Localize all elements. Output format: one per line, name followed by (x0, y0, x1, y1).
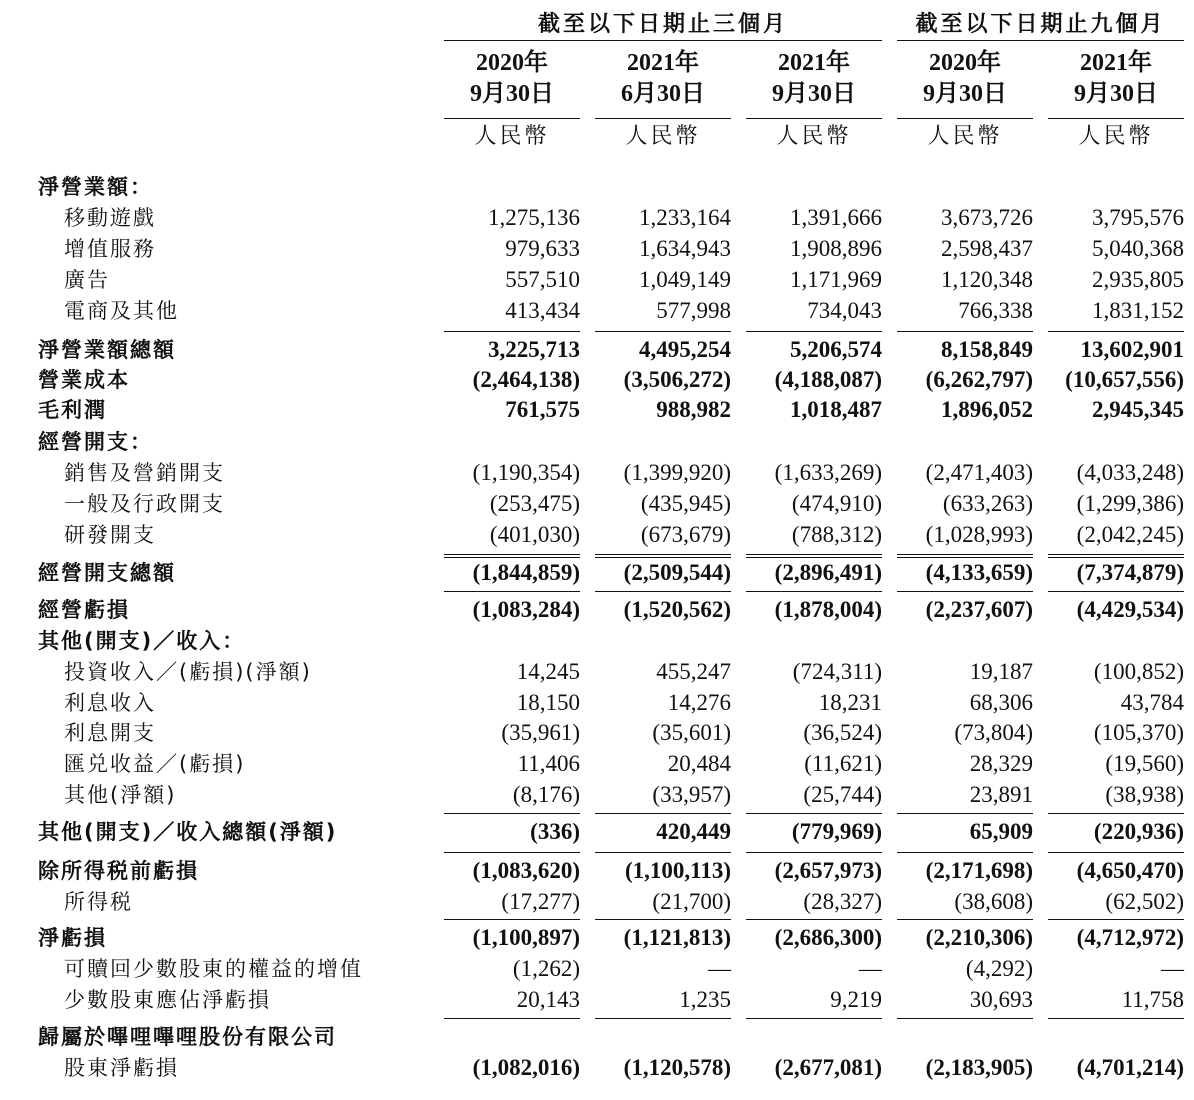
cell-value: — (859, 956, 882, 981)
row-label: 毛利潤 (38, 398, 107, 422)
table-row (0, 1053, 1194, 1083)
column-header (1048, 48, 1184, 152)
underline-rule (444, 852, 580, 853)
cell-value: 11,758 (1121, 987, 1184, 1012)
underline-rule (595, 1018, 731, 1019)
underline-rule (746, 331, 882, 332)
cell-value: (1,844,859) (472, 560, 580, 585)
cell-value: (788,312) (791, 522, 882, 547)
row-label: 利息開支 (64, 721, 156, 745)
cell-value: 988,982 (656, 397, 731, 422)
row-label: 廣告 (64, 268, 110, 292)
underline-rule (595, 554, 731, 555)
table-row (0, 558, 1194, 588)
row-label: 電商及其他 (64, 299, 179, 323)
cell-value: (2,677,081) (774, 1055, 882, 1080)
row-label: 研發開支 (64, 523, 156, 547)
row-label: 經營虧損 (38, 598, 130, 622)
cell-value: (1,190,354) (472, 460, 580, 485)
cell-value: 1,896,052 (941, 397, 1033, 422)
cell-value: (1,262) (512, 956, 580, 981)
cell-value: (2,183,905) (925, 1055, 1033, 1080)
cell-value: (10,657,556) (1065, 367, 1184, 392)
table-row (0, 887, 1194, 917)
cell-value: 11,406 (517, 751, 580, 776)
underline-rule (444, 554, 580, 555)
table-row (0, 172, 1194, 202)
cell-value: — (708, 956, 731, 981)
cell-value: (2,896,491) (774, 560, 882, 585)
row-label: 增值服務 (64, 237, 156, 261)
cell-value: (633,263) (942, 491, 1033, 516)
row-label: 移動遊戲 (64, 206, 156, 230)
underline-rule (746, 1018, 882, 1019)
column-currency: 人民幣 (746, 118, 882, 152)
cell-value: (1,100,113) (624, 858, 731, 883)
cell-value: (2,042,245) (1076, 522, 1184, 547)
cell-value: 557,510 (505, 267, 580, 292)
cell-value: 14,245 (516, 659, 580, 684)
cell-value: (73,804) (954, 720, 1033, 745)
cell-value: (4,188,087) (774, 367, 882, 392)
underline-rule (1048, 557, 1184, 558)
underline-rule (897, 852, 1033, 853)
cell-value: (21,700) (652, 889, 731, 914)
cell-value: (6,262,797) (925, 367, 1033, 392)
table-row (0, 718, 1194, 748)
cell-value: (1,121,813) (623, 925, 731, 950)
column-date: 9月30日 (1074, 81, 1158, 107)
cell-value: 734,043 (807, 298, 882, 323)
cell-value: 1,049,149 (639, 267, 731, 292)
cell-value: 4,495,254 (639, 337, 731, 362)
cell-value: (1,633,269) (774, 460, 882, 485)
table-row (0, 749, 1194, 779)
cell-value: (4,429,534) (1076, 597, 1184, 622)
cell-value: 1,391,666 (790, 205, 882, 230)
underline-rule (746, 852, 882, 853)
underline-rule (444, 813, 580, 814)
cell-value: 761,575 (505, 397, 580, 422)
cell-value: (1,083,284) (472, 597, 580, 622)
table-row (0, 520, 1194, 550)
cell-value: 28,329 (969, 751, 1033, 776)
underline-rule (444, 1018, 580, 1019)
cell-value: 3,673,726 (941, 205, 1033, 230)
underline-rule (444, 331, 580, 332)
cell-value: 1,171,969 (790, 267, 882, 292)
cell-value: 23,891 (969, 782, 1033, 807)
table-row (0, 296, 1194, 326)
cell-value: (4,701,214) (1076, 1055, 1184, 1080)
cell-value: (36,524) (803, 720, 882, 745)
cell-value: (35,961) (501, 720, 580, 745)
cell-value: (1,399,920) (623, 460, 731, 485)
table-row (0, 1022, 1194, 1052)
row-label: 投資收入／(虧損)(淨額) (64, 660, 312, 684)
table-row (0, 817, 1194, 847)
table-row (0, 234, 1194, 264)
cell-value: (4,133,659) (925, 560, 1033, 585)
cell-value: 1,275,136 (488, 205, 580, 230)
cell-value: 18,231 (818, 690, 882, 715)
cell-value: (779,969) (791, 819, 882, 844)
column-header (746, 48, 882, 152)
column-year: 2021年 (778, 50, 850, 76)
cell-value: (4,650,470) (1076, 858, 1184, 883)
cell-value: (1,520,562) (623, 597, 731, 622)
underline-rule (595, 813, 731, 814)
cell-value: 2,935,805 (1092, 267, 1184, 292)
underline-rule (595, 557, 731, 558)
row-label: 淨虧損 (38, 926, 107, 950)
underline-rule (897, 554, 1033, 555)
cell-value: (2,171,698) (925, 858, 1033, 883)
underline-rule (746, 919, 882, 920)
column-year: 2021年 (627, 50, 699, 76)
table-row (0, 626, 1194, 656)
cell-value: 455,247 (656, 659, 731, 684)
row-label: 歸屬於嗶哩嗶哩股份有限公司 (38, 1025, 337, 1049)
underline-rule (746, 554, 882, 555)
underline-rule (595, 919, 731, 920)
cell-value: 1,908,896 (790, 236, 882, 261)
cell-value: (2,509,544) (623, 560, 731, 585)
underline-rule (897, 331, 1033, 332)
column-date: 6月30日 (621, 81, 705, 107)
cell-value: (62,502) (1105, 889, 1184, 914)
cell-value: (11,621) (804, 751, 882, 776)
underline-rule (897, 557, 1033, 558)
column-currency: 人民幣 (595, 118, 731, 152)
underline-rule (897, 1018, 1033, 1019)
row-label: 除所得税前虧損 (38, 859, 199, 883)
cell-value: 413,434 (505, 298, 580, 323)
row-label: 銷售及營銷開支 (64, 461, 225, 485)
table-row (0, 203, 1194, 233)
cell-value: (2,657,973) (774, 858, 882, 883)
table-row (0, 954, 1194, 984)
table-row (0, 780, 1194, 810)
cell-value: (19,560) (1105, 751, 1184, 776)
underline-rule (1048, 1018, 1184, 1019)
cell-value: 68,306 (969, 690, 1033, 715)
table-row (0, 265, 1194, 295)
cell-value: (1,299,386) (1076, 491, 1184, 516)
underline-rule (897, 591, 1033, 592)
cell-value: (1,878,004) (774, 597, 882, 622)
underline-rule (595, 852, 731, 853)
table-row (0, 427, 1194, 457)
cell-value: (1,120,578) (623, 1055, 731, 1080)
cell-value: (1,028,993) (925, 522, 1033, 547)
table-row (0, 657, 1194, 687)
cell-value: (2,464,138) (472, 367, 580, 392)
underline-rule (444, 919, 580, 920)
column-header (444, 48, 580, 152)
cell-value: (435,945) (640, 491, 731, 516)
cell-value: 2,945,345 (1092, 397, 1184, 422)
cell-value: (105,370) (1093, 720, 1184, 745)
cell-value: 577,998 (656, 298, 731, 323)
cell-value: (1,083,620) (472, 858, 580, 883)
column-currency: 人民幣 (897, 118, 1033, 152)
cell-value: (8,176) (512, 782, 580, 807)
cell-value: (2,237,607) (925, 597, 1033, 622)
cell-value: 14,276 (667, 690, 731, 715)
underline-rule (444, 557, 580, 558)
underline-rule (1048, 554, 1184, 555)
cell-value: (17,277) (501, 889, 580, 914)
cell-value: (4,033,248) (1076, 460, 1184, 485)
underline-rule (595, 591, 731, 592)
cell-value: (724,311) (792, 659, 882, 684)
cell-value: 1,235 (679, 987, 731, 1012)
row-label: 可贖回少數股東的權益的增值 (64, 957, 363, 981)
cell-value: (100,852) (1093, 659, 1184, 684)
cell-value: (7,374,879) (1076, 560, 1184, 585)
table-row (0, 395, 1194, 425)
cell-value: 1,831,152 (1092, 298, 1184, 323)
cell-value: (2,686,300) (774, 925, 882, 950)
column-date: 9月30日 (772, 81, 856, 107)
cell-value: 3,795,576 (1092, 205, 1184, 230)
cell-value: — (1161, 956, 1184, 981)
cell-value: (673,679) (640, 522, 731, 547)
cell-value: 1,233,164 (639, 205, 731, 230)
underline-rule (1048, 919, 1184, 920)
cell-value: (474,910) (791, 491, 882, 516)
cell-value: 65,909 (969, 819, 1033, 844)
cell-value: (38,608) (954, 889, 1033, 914)
underline-rule (595, 331, 731, 332)
cell-value: (253,475) (489, 491, 580, 516)
cell-value: 2,598,437 (941, 236, 1033, 261)
cell-value: (35,601) (652, 720, 731, 745)
cell-value: 5,206,574 (790, 337, 882, 362)
row-label: 其他(淨額) (64, 783, 177, 807)
row-label: 其他(開支)／收入總額(淨額) (38, 820, 338, 844)
group-header-nine-months: 截至以下日期止九個月 (897, 10, 1184, 41)
cell-value: (220,936) (1093, 819, 1184, 844)
cell-value: 43,784 (1120, 690, 1184, 715)
cell-value: 19,187 (969, 659, 1033, 684)
cell-value: (28,327) (803, 889, 882, 914)
cell-value: (4,292) (965, 956, 1033, 981)
table-row (0, 458, 1194, 488)
cell-value: 13,602,901 (1080, 337, 1184, 362)
underline-rule (897, 813, 1033, 814)
row-label: 經營開支： (38, 430, 153, 454)
underline-rule (1048, 813, 1184, 814)
cell-value: 20,484 (667, 751, 731, 776)
cell-value: (1,082,016) (472, 1055, 580, 1080)
cell-value: 5,040,368 (1092, 236, 1184, 261)
cell-value: 18,150 (516, 690, 580, 715)
table-row (0, 856, 1194, 886)
table-row (0, 923, 1194, 953)
cell-value: 420,449 (656, 819, 731, 844)
table-row (0, 688, 1194, 718)
row-label: 經營開支總額 (38, 561, 176, 585)
cell-value: (2,210,306) (925, 925, 1033, 950)
cell-value: (3,506,272) (623, 367, 731, 392)
cell-value: 20,143 (516, 987, 580, 1012)
column-header (897, 48, 1033, 152)
underline-rule (746, 591, 882, 592)
cell-value: 9,219 (830, 987, 882, 1012)
cell-value: (401,030) (489, 522, 580, 547)
cell-value: (25,744) (803, 782, 882, 807)
row-label: 其他(開支)／收入： (38, 629, 246, 653)
cell-value: 979,633 (505, 236, 580, 261)
row-label: 利息收入 (64, 691, 156, 715)
underline-rule (746, 813, 882, 814)
row-label: 淨營業額總額 (38, 338, 176, 362)
column-year: 2020年 (929, 50, 1001, 76)
cell-value: (33,957) (652, 782, 731, 807)
table-row (0, 595, 1194, 625)
row-label: 營業成本 (38, 368, 130, 392)
group-header-three-months: 截至以下日期止三個月 (444, 10, 882, 41)
table-row (0, 985, 1194, 1015)
column-currency: 人民幣 (444, 118, 580, 152)
table-row (0, 335, 1194, 365)
column-year: 2021年 (1080, 50, 1152, 76)
column-header (595, 48, 731, 152)
underline-rule (1048, 331, 1184, 332)
column-date: 9月30日 (470, 81, 554, 107)
cell-value: (336) (530, 819, 580, 844)
cell-value: (2,471,403) (925, 460, 1033, 485)
underline-rule (1048, 852, 1184, 853)
column-currency: 人民幣 (1048, 118, 1184, 152)
row-label: 少數股東應佔淨虧損 (64, 988, 271, 1012)
row-label: 所得税 (64, 890, 133, 914)
cell-value: 1,120,348 (941, 267, 1033, 292)
underline-rule (897, 919, 1033, 920)
row-label: 淨營業額： (38, 175, 153, 199)
row-label: 股東淨虧損 (64, 1056, 179, 1080)
row-label: 匯兑收益／(虧損) (64, 752, 246, 776)
cell-value: (1,100,897) (472, 925, 580, 950)
cell-value: 1,018,487 (790, 397, 882, 422)
underline-rule (444, 591, 580, 592)
underline-rule (746, 557, 882, 558)
cell-value: (38,938) (1105, 782, 1184, 807)
cell-value: 30,693 (969, 987, 1033, 1012)
cell-value: (4,712,972) (1076, 925, 1184, 950)
row-label: 一般及行政開支 (64, 492, 225, 516)
table-row (0, 489, 1194, 519)
column-year: 2020年 (476, 50, 548, 76)
column-date: 9月30日 (923, 81, 1007, 107)
cell-value: 8,158,849 (941, 337, 1033, 362)
cell-value: 3,225,713 (488, 337, 580, 362)
table-row (0, 365, 1194, 395)
underline-rule (1048, 591, 1184, 592)
cell-value: 1,634,943 (639, 236, 731, 261)
cell-value: 766,338 (958, 298, 1033, 323)
